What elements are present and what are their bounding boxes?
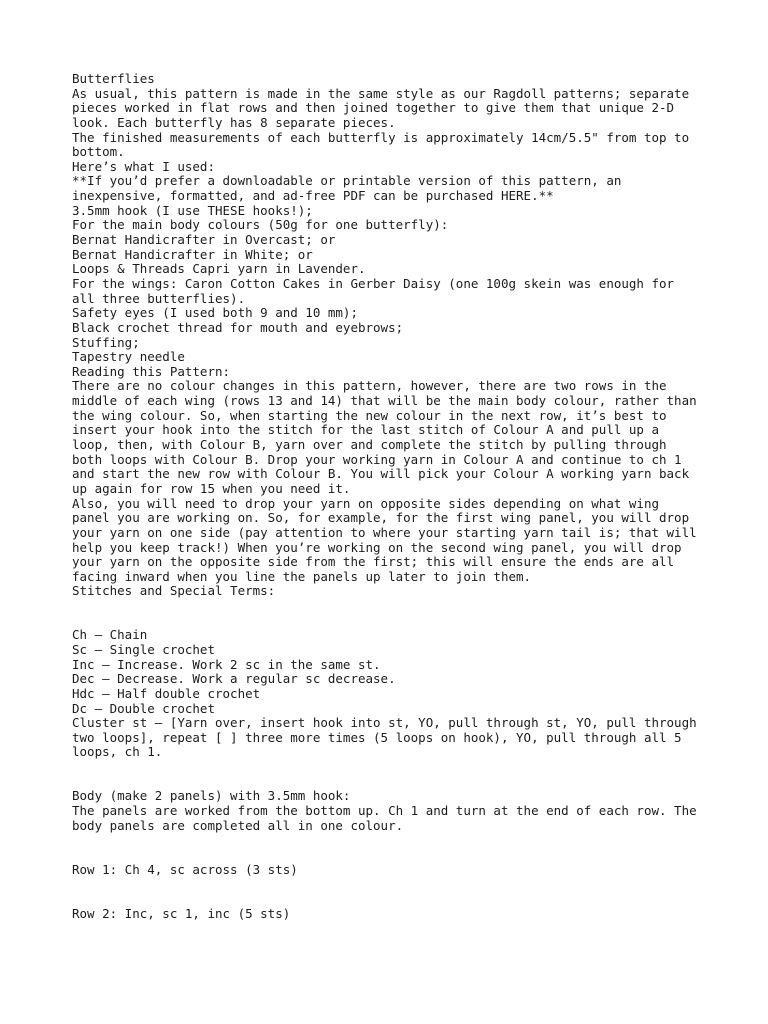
stitch-term: loops, ch 1. xyxy=(72,744,163,760)
materials-item: Black crochet thread for mouth and eyebrows; xyxy=(72,319,404,335)
reading-line: insert your hook into the stitch for the last stitch of Colour A and pull up a xyxy=(72,422,659,438)
blank-line xyxy=(72,848,752,863)
document-title: Butterflies xyxy=(72,71,155,86)
intro-line: bottom. xyxy=(72,144,125,160)
materials-item: Tapestry needle xyxy=(72,349,185,365)
row-instruction: Row 2: Inc, sc 1, inc (5 sts) xyxy=(72,905,291,921)
reading-line: There are no colour changes in this pattern, however, there are two rows in the xyxy=(72,378,667,394)
reading-line: the wing colour. So, when starting the new colour in the next row, it’s best to xyxy=(72,407,667,423)
materials-item: Safety eyes (I used both 9 and 10 mm); xyxy=(72,305,358,321)
intro-line: look. Each butterfly has 8 separate pieces. xyxy=(72,114,396,130)
materials-item: Bernat Handicrafter in Overcast; or xyxy=(72,232,336,248)
reading-line: your yarn on one side (pay attention to where your starting yarn tail is; that will xyxy=(72,524,697,540)
reading-line: up again for row 15 when you need it. xyxy=(72,480,351,496)
row-instruction: Row 1: Ch 4, sc across (3 sts) xyxy=(72,861,298,877)
blank-line xyxy=(72,892,752,907)
reading-line: help you keep track!) When you’re working on the second wing panel, you will drop xyxy=(72,539,682,555)
materials-item: For the main body colours (50g for one butterfly): xyxy=(72,217,449,233)
reading-line: both loops with Colour B. Drop your working yarn in Colour A and continue to ch 1 xyxy=(72,451,682,467)
stitch-term: Hdc – Half double crochet xyxy=(72,685,261,701)
stitch-term: Inc – Increase. Work 2 sc in the same st. xyxy=(72,656,381,672)
stitch-term: Cluster st – [Yarn over, insert hook into st, YO, pull through st, YO, pull through xyxy=(72,715,697,731)
body-instructions-line: body panels are completed all in one colour. xyxy=(72,817,404,833)
materials-item: Bernat Handicrafter in White; or xyxy=(72,246,313,262)
reading-line: your yarn on the opposite side from the first; this will ensure the ends are all xyxy=(72,554,675,570)
materials-item: Loops & Threads Capri yarn in Lavender. xyxy=(72,261,366,277)
materials-item: For the wings: Caron Cotton Cakes in Gerber Daisy (one 100g skein was enough for xyxy=(72,275,675,291)
stitch-term: Sc – Single crochet xyxy=(72,641,215,657)
reading-line: facing inward when you line the panels up later to join them. xyxy=(72,568,532,584)
stitch-term: two loops], repeat [ ] three more times (5 loops on hook), YO, pull through all 5 xyxy=(72,729,682,745)
reading-line: and start the new row with Colour B. You will pick your Colour A working yarn back xyxy=(72,466,690,482)
intro-line: The finished measurements of each butterfly is approximately 14cm/5.5" from top to xyxy=(72,129,690,145)
blank-line xyxy=(72,833,752,848)
intro-line: As usual, this pattern is made in the same style as our Ragdoll patterns; separate xyxy=(72,85,690,101)
document-page xyxy=(72,72,752,921)
pdf-offer-line: inexpensive, formatted, and ad-free PDF can be purchased HERE.** xyxy=(72,188,554,204)
materials-item: 3.5mm hook (I use THESE hooks!); xyxy=(72,202,313,218)
reading-line: loop, then, with Colour B, yarn over and complete the stitch by pulling through xyxy=(72,437,667,453)
reading-heading: Reading this Pattern: xyxy=(72,363,231,379)
stitch-term: Dec – Decrease. Work a regular sc decrease. xyxy=(72,671,396,687)
blank-line xyxy=(72,775,752,790)
body-heading: Body (make 2 panels) with 3.5mm hook: xyxy=(72,788,351,804)
reading-line: panel you are working on. So, for example, for the first wing panel, you will drop xyxy=(72,510,690,526)
materials-item: all three butterflies). xyxy=(72,290,246,306)
stitch-term: Dc – Double crochet xyxy=(72,700,215,716)
materials-heading: Here’s what I used: xyxy=(72,158,215,174)
blank-line xyxy=(72,599,752,614)
reading-line: Also, you will need to drop your yarn on opposite sides depending on what wing xyxy=(72,495,659,511)
materials-item: Stuffing; xyxy=(72,334,140,350)
stitch-term: Ch – Chain xyxy=(72,627,148,643)
reading-line: middle of each wing (rows 13 and 14) that will be the main body colour, rather than xyxy=(72,393,697,409)
intro-line: pieces worked in flat rows and then joined together to give them that unique 2-D xyxy=(72,100,675,116)
stitches-heading: Stitches and Special Terms: xyxy=(72,583,276,599)
blank-line xyxy=(72,760,752,775)
blank-line xyxy=(72,614,752,629)
body-instructions-line: The panels are worked from the bottom up. Ch 1 and turn at the end of each row. The xyxy=(72,803,697,819)
blank-line xyxy=(72,877,752,892)
pdf-offer-line: **If you’d prefer a downloadable or printable version of this pattern, an xyxy=(72,173,622,189)
